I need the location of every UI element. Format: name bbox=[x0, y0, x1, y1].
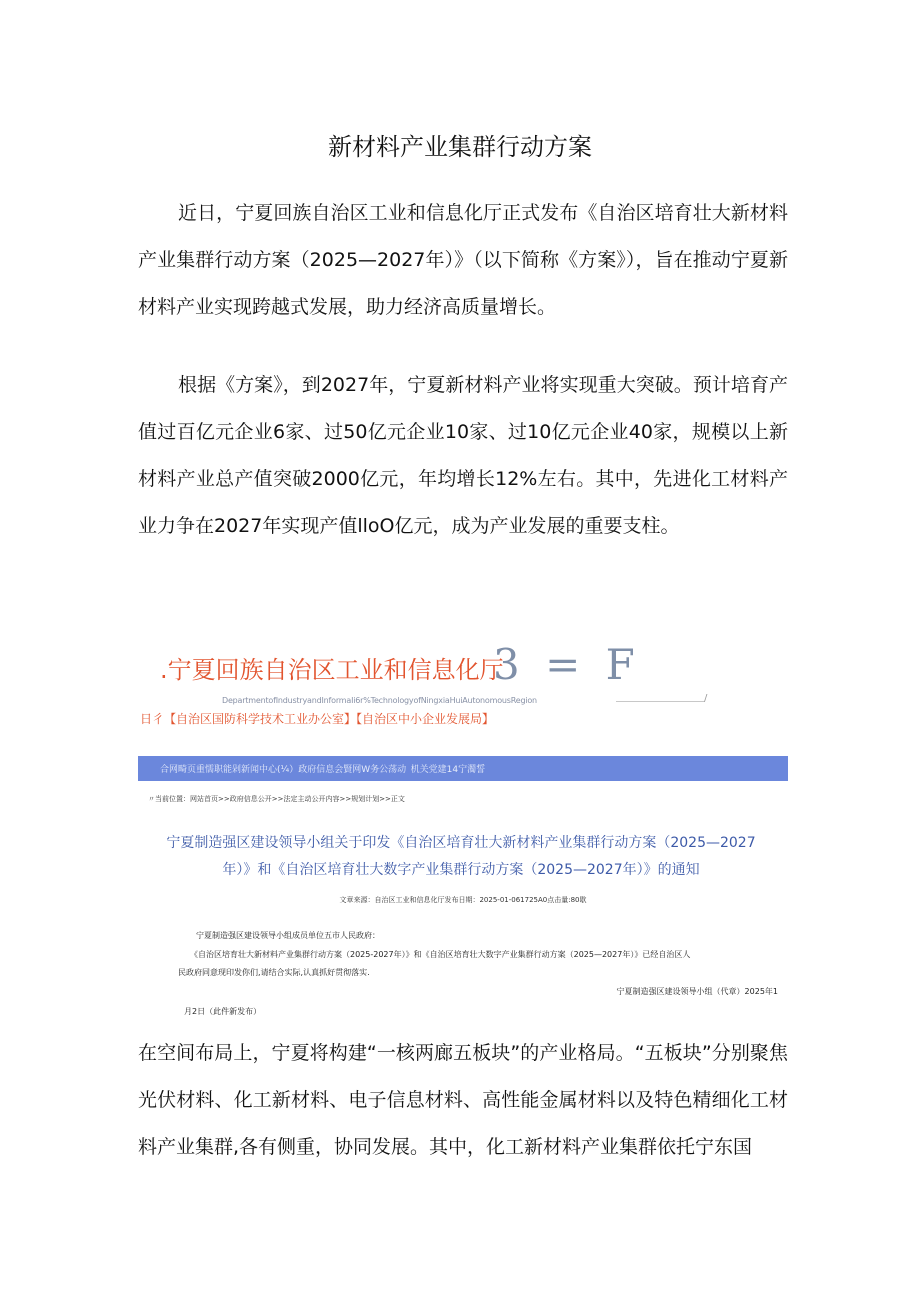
site-nav-text: 合网畸页重懦职能剁新闻中心(¼）政府信息会賢网W务公荡动 机关党建14宁濁誓 bbox=[160, 765, 486, 775]
header-divider bbox=[616, 701, 704, 702]
paragraph-intro bbox=[138, 190, 788, 331]
gov-department-name: .宁夏回族自治区工业和信息化厅 bbox=[160, 656, 504, 684]
header-divider-end: / bbox=[704, 693, 708, 704]
paragraph-targets bbox=[138, 362, 788, 550]
site-nav-bar bbox=[138, 756, 788, 781]
notice-body-line: 宁夏制造强区建设领导小组成员单位五市人民政府： bbox=[196, 931, 380, 940]
paragraph-targets-text: 根据《方案》，到2027年，宁夏新材料产业将实现重大突破。预计培育产值过百亿元企业6家、过50亿元企业10家、过10亿元企业40家，规模以上新材料产业总产值突破2000亿元，年均增长12%左右。其中，先进化工材料产业力争在2027年实现产值lloO亿元，成为产业发展的重要支柱。 bbox=[138, 374, 788, 537]
gov-logo-mark: 3 = F bbox=[493, 640, 641, 689]
embedded-website-screenshot bbox=[138, 640, 788, 1025]
paragraph-intro-text: 近日，宁夏回族自治区工业和信息化厅正式发布《自治区培育壮大新材料产业集群行动方案（2025—2027年）》（以下简称《方案》），旨在推动宁夏新材料产业实现跨越式发展，助力经济高质量增长。 bbox=[138, 202, 788, 318]
notice-title: 宁夏制造强区建设领导小组关于印发《自治区培育壮大新材料产业集群行动方案（2025—2027年）》和《自治区培育壮大数字产业集群行动方案（2025—2027年）》的通知 bbox=[166, 835, 756, 878]
paragraph-layout bbox=[138, 1030, 788, 1171]
paragraph-layout-text: 在空间布局上，宁夏将构建“一核两廊五板块”的产业格局。“五板块”分别聚焦光伏材料、化工新材料、电子信息材料、高性能金属材料以及特色精细化工材料产业集群,各有侧重，协同发展。其中，化工新材料产业集群依托宁东国 bbox=[138, 1042, 788, 1158]
notice-signature: 宁夏制造强区建设领导小组（代章）2025年1 bbox=[616, 987, 778, 996]
page-title: 新材料产业集群行动方案 bbox=[328, 133, 592, 161]
gov-english-name: DepartmentofIndustryandInformaIi6r%TechnologyofNingxiaHuiAutonomousRegion bbox=[222, 696, 537, 705]
notice-body-line: 民政府同意现印发你们,请结合实际,认真抓好贯彻落实. bbox=[178, 968, 370, 977]
gov-sub-offices: 日彳【自治区国防科学技术工业办公室】【自治区中小企业发展局】 bbox=[140, 712, 495, 726]
notice-date: 月2日（此件新发布） bbox=[184, 1007, 262, 1016]
breadcrumb: 〃当前位置：网站首页>>政府信息公开>>法定主动公开内容>>规划计划>>正文 bbox=[148, 795, 405, 803]
article-meta: 文章来源：自治区工业和信息化厅发布日期：2025-01-061725A0点击量:80歇 bbox=[339, 896, 587, 904]
notice-body-line: 《自治区培育壮大新材料产业集群行动方案（2025-2027年）》和《自治区培育壮大数字产业集群行动方案（2025—2027年）》已经自治区人 bbox=[190, 950, 691, 959]
